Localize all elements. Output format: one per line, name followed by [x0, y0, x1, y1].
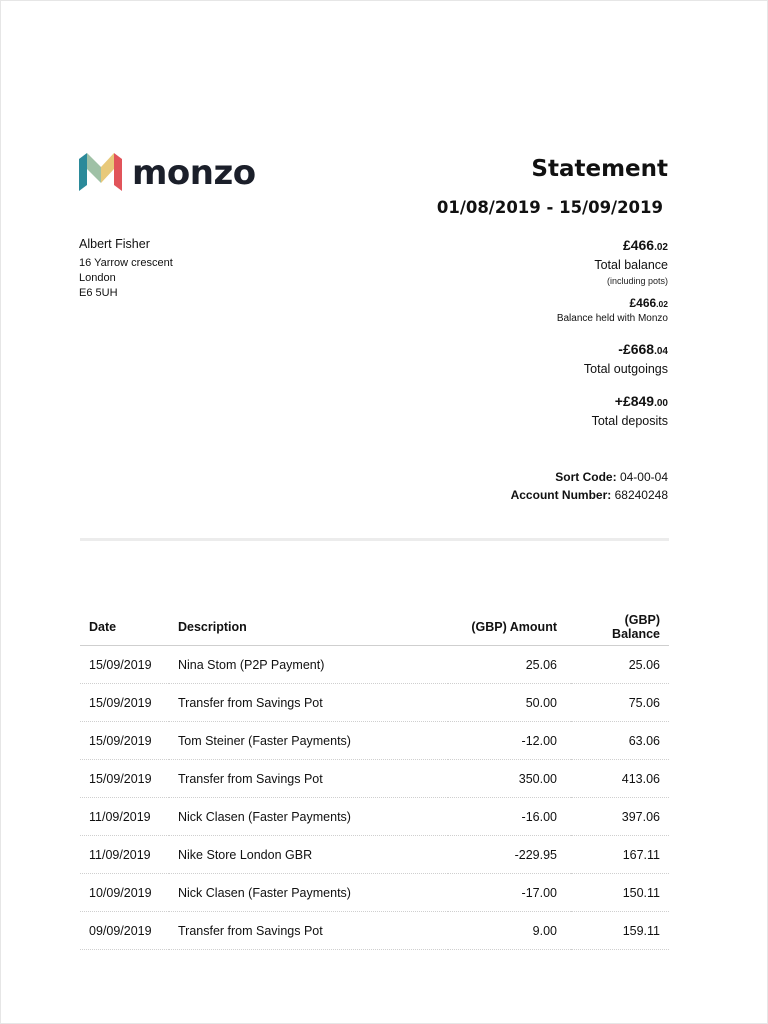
total-outgoings-amount: -£668.04	[618, 341, 668, 357]
table-row	[80, 684, 669, 722]
customer-address	[79, 237, 173, 301]
sort-code: Sort Code: 04-00-04	[555, 470, 668, 484]
row-date: 15/09/2019	[80, 646, 169, 684]
row-description: Transfer from Savings Pot	[169, 912, 448, 950]
row-description: Nick Clasen (Faster Payments)	[169, 874, 448, 912]
table-row	[80, 722, 669, 760]
monzo-logo	[79, 153, 256, 193]
header-balance: (GBP) Balance	[571, 609, 669, 646]
header-description: Description	[169, 609, 448, 646]
section-divider	[80, 538, 669, 541]
row-description: Nike Store London GBR	[169, 836, 448, 874]
total-deposits-amount: +£849.00	[614, 393, 668, 409]
row-description: Nina Stom (P2P Payment)	[169, 646, 448, 684]
row-date: 11/09/2019	[80, 836, 169, 874]
row-balance: 397.06	[571, 798, 669, 836]
row-date: 11/09/2019	[80, 798, 169, 836]
row-amount: 9.00	[448, 912, 571, 950]
table-row	[80, 912, 669, 950]
row-amount: 25.06	[448, 646, 571, 684]
total-deposits-label: Total deposits	[591, 414, 668, 428]
header-amount: (GBP) Amount	[448, 609, 571, 646]
row-amount: -12.00	[448, 722, 571, 760]
statement-period: 01/08/2019 - 15/09/2019	[436, 198, 663, 217]
statement-title: Statement	[531, 156, 668, 182]
row-balance: 159.11	[571, 912, 669, 950]
row-amount: -229.95	[448, 836, 571, 874]
address-postcode: E6 5UH	[79, 287, 118, 299]
table-row	[80, 836, 669, 874]
brand-wordmark: monzo	[132, 153, 256, 193]
total-balance-note: (including pots)	[606, 276, 668, 286]
row-date: 09/09/2019	[80, 912, 169, 950]
total-outgoings-label: Total outgoings	[583, 362, 668, 376]
row-balance: 25.06	[571, 646, 669, 684]
row-description: Tom Steiner (Faster Payments)	[169, 722, 448, 760]
row-description: Transfer from Savings Pot	[169, 760, 448, 798]
row-amount: 350.00	[448, 760, 571, 798]
total-balance-amount: £466.02	[622, 237, 668, 253]
row-balance: 150.11	[571, 874, 669, 912]
monzo-balance-label: Balance held with Monzo	[556, 313, 668, 324]
balance-summary	[511, 236, 668, 504]
row-amount: 50.00	[448, 684, 571, 722]
row-balance: 75.06	[571, 684, 669, 722]
row-date: 15/09/2019	[80, 684, 169, 722]
row-date: 15/09/2019	[80, 722, 169, 760]
row-amount: -17.00	[448, 874, 571, 912]
table-row	[80, 646, 669, 684]
address-line-2: London	[79, 272, 116, 284]
address-line-1: 16 Yarrow crescent	[79, 257, 173, 269]
total-balance-label: Total balance	[594, 258, 668, 272]
table-header-row	[80, 609, 669, 646]
header-date: Date	[80, 609, 169, 646]
row-balance: 413.06	[571, 760, 669, 798]
monzo-m-logo-icon	[79, 153, 122, 193]
row-description: Nick Clasen (Faster Payments)	[169, 798, 448, 836]
row-balance: 63.06	[571, 722, 669, 760]
table-row	[80, 798, 669, 836]
table-row	[80, 760, 669, 798]
account-number: Account Number: 68240248	[510, 488, 668, 502]
row-description: Transfer from Savings Pot	[169, 684, 448, 722]
monzo-balance-amount: £466.02	[629, 296, 668, 310]
row-amount: -16.00	[448, 798, 571, 836]
transactions-table	[80, 609, 669, 950]
table-row	[80, 874, 669, 912]
row-date: 10/09/2019	[80, 874, 169, 912]
customer-name: Albert Fisher	[79, 237, 150, 251]
row-date: 15/09/2019	[80, 760, 169, 798]
row-balance: 167.11	[571, 836, 669, 874]
